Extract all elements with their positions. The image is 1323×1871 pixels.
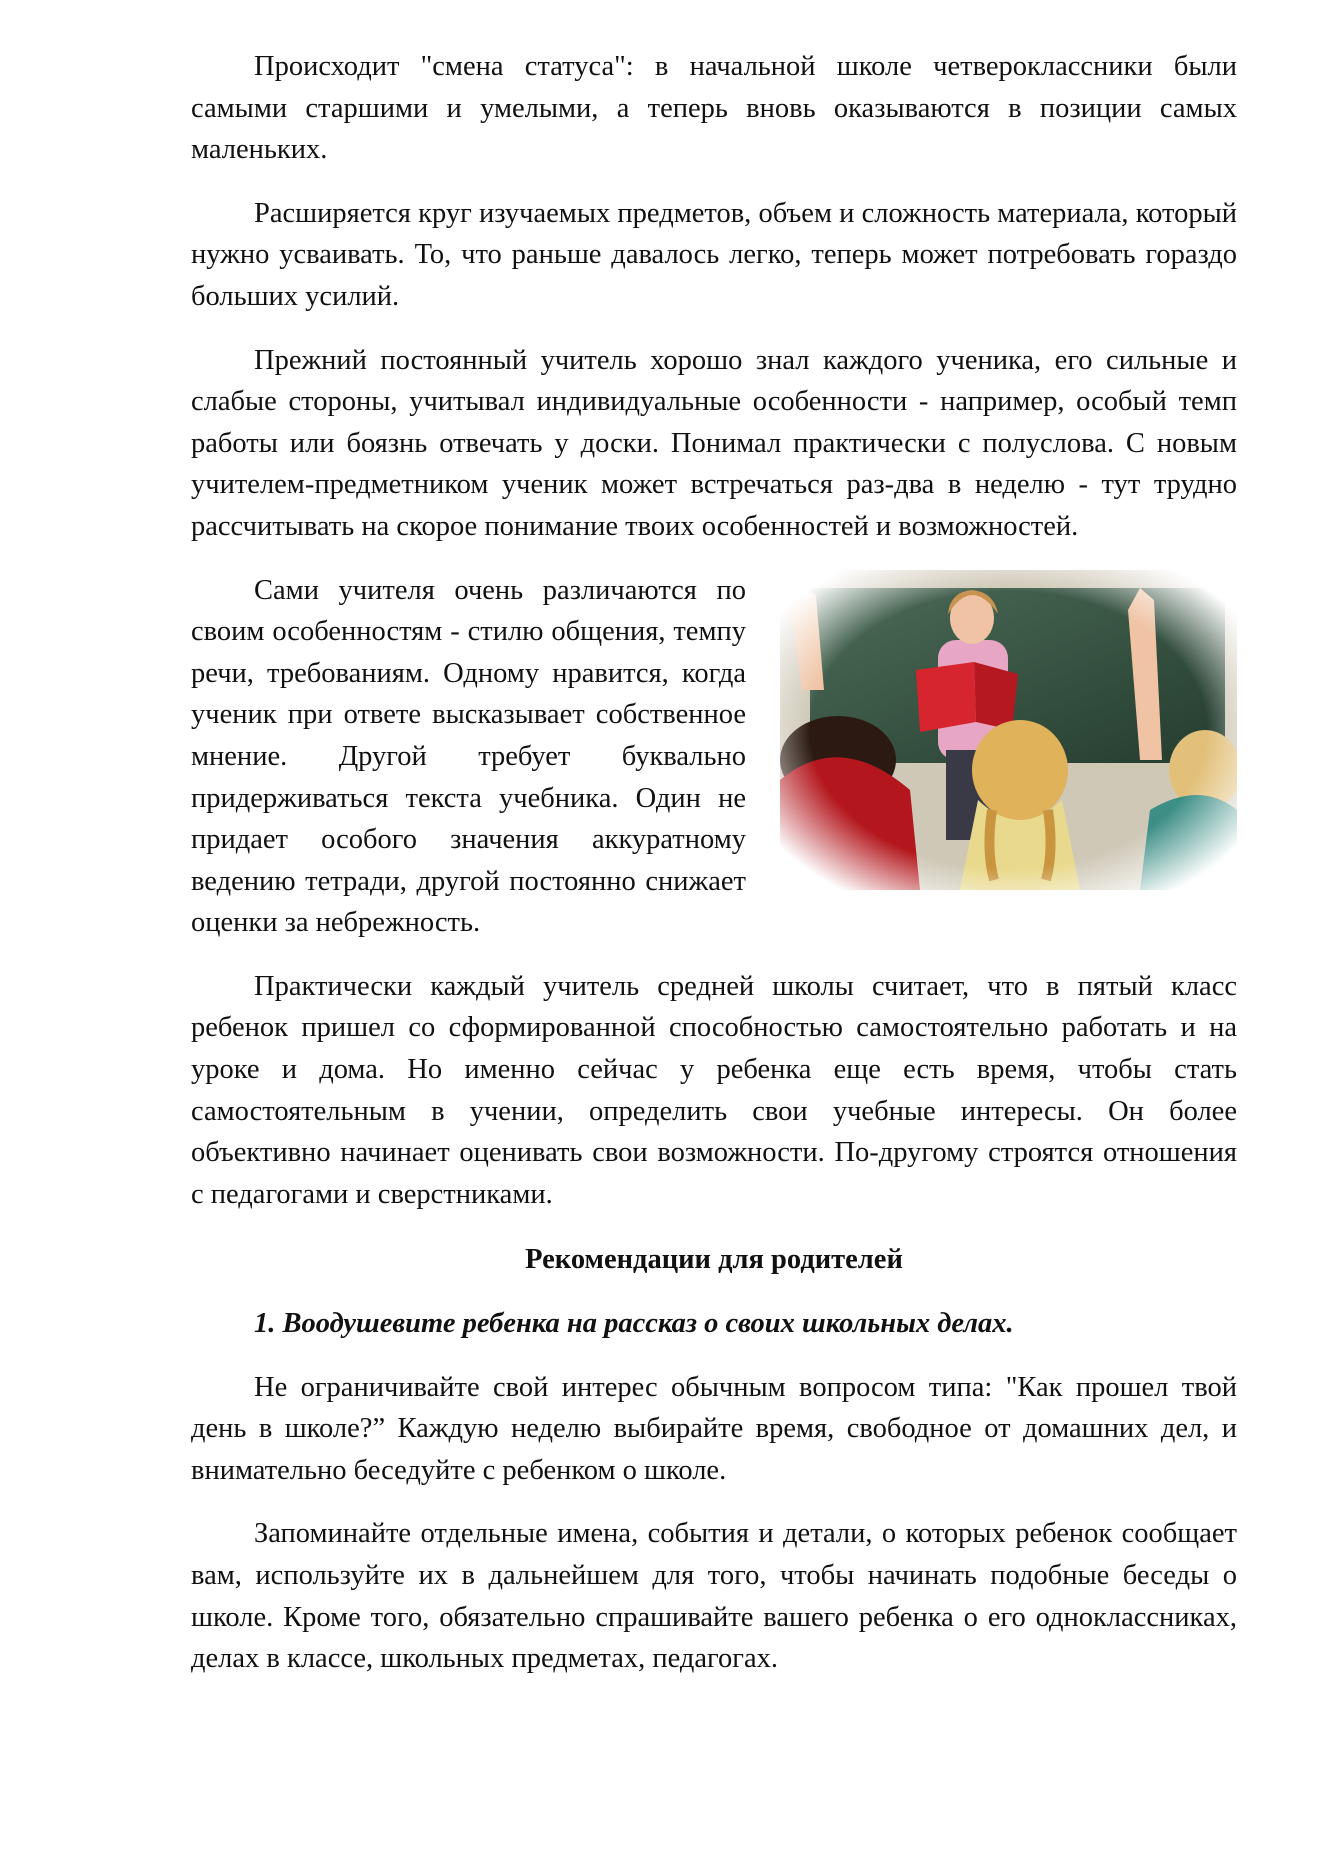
recommendation-paragraph: Не ограничивайте свой интерес обычным вопросом типа: "Как прошел твой день в школе?” Каждую неделю выбирайте время, свободное от домашних дел, и внимательно беседуйте с ребенком о школе. [191, 1371, 1237, 1486]
figure-section [191, 570, 1237, 944]
document-body [191, 46, 1237, 1680]
recommendation-paragraph: Запоминайте отдельные имена, события и детали, о которых ребенок сообщает вам, используйте их в дальнейшем для того, чтобы начинать подобные беседы о школе. Кроме того, обязательно спрашивайте вашего ребенка о его одноклассниках, делах в классе, школьных предметах, педагогах. [191, 1518, 1237, 1675]
paragraph-status-change: Происходит "смена статуса": в начальной школе четвероклассники были самыми старшими и умелыми, а теперь вновь оказываются в позиции самых маленьких. [191, 51, 1237, 166]
classroom-photo-icon [780, 570, 1237, 890]
section-heading: Рекомендации для родителей [525, 1244, 903, 1276]
paragraph-independence: Практически каждый учитель средней школы считает, что в пятый класс ребенок пришел со сформированной способностью самостоятельно работать и на уроке и дома. Но именно сейчас у ребенка еще есть время, чтобы стать самостоятельным в учении, определить свои учебные интересы. Он более объективно начинает оценивать свои возможности. По-другому строятся отношения с педагогами и сверстниками. [191, 970, 1237, 1210]
recommendation-title: 1. Воодушевите ребенка на рассказ о своих школьных делах. [254, 1308, 1014, 1340]
paragraph-former-teacher: Прежний постоянный учитель хорошо знал каждого ученика, его сильные и слабые стороны, учитывал индивидуальные особенности - например, особый темп работы или боязнь отвечать у доски. Понимал практически с полуслова. С новым учителем-предметником ученик может встречаться раз-два в неделю - тут трудно рассчитывать на скорое понимание твоих особенностей и возможностей. [191, 344, 1237, 542]
paragraph-teachers-differ: Сами учителя очень различаются по своим особенностям - стилю общения, темпу речи, требованиям. Одному нравится, когда ученик при ответе высказывает собственное мнение. Другой требует буквально придерживаться текста учебника. Один не придает особого значения аккуратному ведению тетради, другой постоянно снижает оценки за небрежность. [191, 574, 746, 939]
paragraph-subjects: Расширяется круг изучаемых предметов, объем и сложность материала, который нужно усваивать. То, что раньше давалось легко, теперь может потребовать гораздо больших усилий. [191, 197, 1237, 312]
